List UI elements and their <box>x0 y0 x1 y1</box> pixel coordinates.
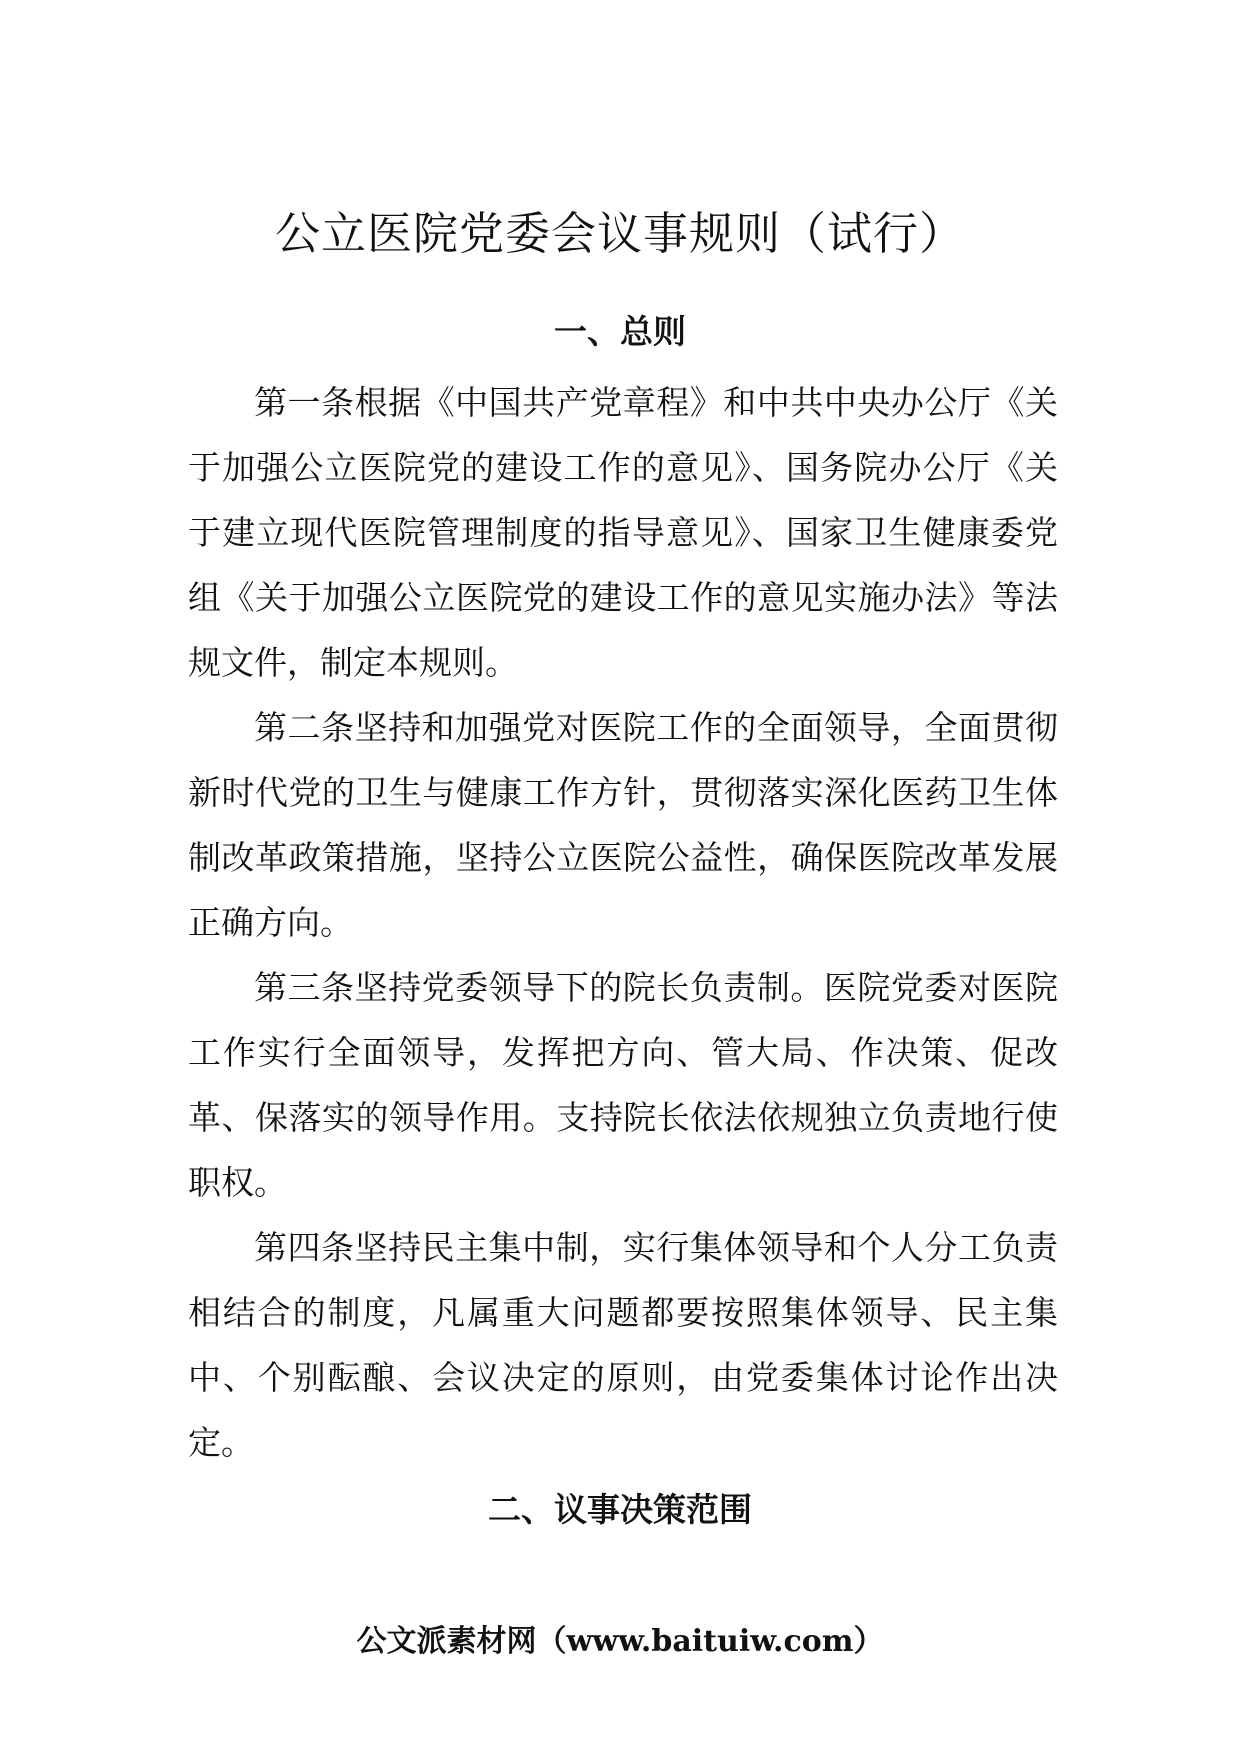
footer-watermark: 公文派素材网（www.baituiw.com） <box>356 1624 884 1659</box>
article-2: 第二条坚持和加强党对医院工作的全面领导，全面贯彻新时代党的卫生与健康工作方针，贯彻落实深化医药卫生体制改革政策措施，坚持公立医院公益性，确保医院改革发展正确方向。 <box>188 708 1058 942</box>
document-title: 公立医院党委会议事规则（试行） <box>274 207 965 260</box>
section-heading-decision-scope: 二、议事决策范围 <box>488 1490 752 1529</box>
article-3: 第三条坚持党委领导下的院长负责制。医院党委对医院工作实行全面领导，发挥把方向、管大局、作决策、促改革、保落实的领导作用。支持院长依法依规独立负责地行使职权。 <box>188 968 1058 1202</box>
article-1: 第一条根据《中国共产党章程》和中共中央办公厅《关于加强公立医院党的建设工作的意见》、国务院办公厅《关于建立现代医院管理制度的指导意见》、国家卫生健康委党组《关于加强公立医院党的建设工作的意见实施办法》等法规文件，制定本规则。 <box>188 383 1058 682</box>
article-4: 第四条坚持民主集中制，实行集体领导和个人分工负责相结合的制度，凡属重大问题都要按照集体领导、民主集中、个别酝酿、会议决定的原则，由党委集体讨论作出决定。 <box>188 1228 1058 1462</box>
section-general-body <box>188 370 1058 1475</box>
section-heading-general: 一、总则 <box>554 312 686 351</box>
